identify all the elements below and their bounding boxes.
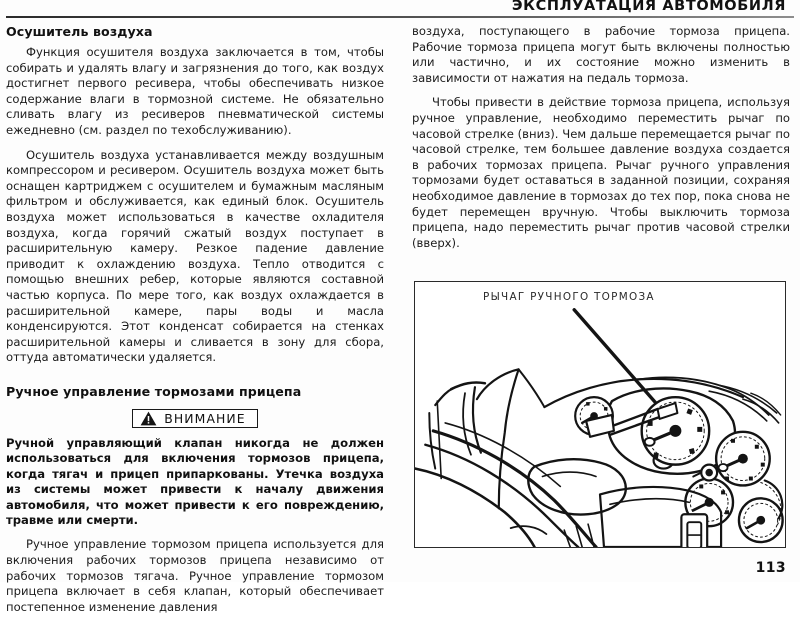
warning-callout [6,409,384,428]
paragraph-air-dryer-function: Функция осушителя воздуха заключается в том, чтобы собирать и удалять влагу и загрязнения до того, как воздух достигнет первого ресивера, чтобы обеспечивать низкое содержание влаги в тормозной системе. Не обязательно сливать влагу из ресиверов пневматической системы ежедневно (см. раздел по техобслуживанию). [6,45,384,137]
warning-box [132,409,257,428]
heading-trailer-brake-hand-control: Ручное управление тормозами прицепа [6,383,302,399]
page-number: 113 [755,560,786,576]
paragraph-trailer-brake-usage: Ручное управление тормозом прицепа используется для включения рабочих тормозов прицепа независимо от рабочих тормозов тягача. Ручное управление тормозом прицепа включает в себя клапан, который обеспечивает постепенное изменение давления [6,537,384,614]
header-divider-rule [6,16,794,18]
paragraph-air-dryer-installation: Осушитель воздуха устанавливается между воздушным компрессором и ресивером. Осушитель воздуха может быть оснащен картриджем с осушителем и бумажным масляным фильтром и обслуживается, как единый блок. Осушитель воздуха может использоваться в качестве охладителя воздуха, когда горячий сжатый воздух поступает в расширительную камеру. Резкое падение давление приводит к охлаждению воздуха. Тепло отводится с помощью внешних ребер, которые являются составной частью корпуса. По мере того, как воздух охлаждается в расширительной камере, пары воды и масла конденсируются. Этот конденсат собирается на стенках расширительной камеры и сливается в зону для сбора, оттуда автоматически удаляется. [6,147,384,365]
heading-air-dryer: Осушитель воздуха [6,24,153,39]
dashboard-line-drawing [415,282,785,547]
warning-body-text: Ручной управляющий клапан никогда не должен использоваться для включения тормозов прицепа, когда тягач и прицеп припаркованы. Утечка воздуха из системы может привести к началу движения автомобиля, что может привести к его повреждению, травме или смерти. [6,435,384,527]
warning-label: ВНИМАНИЕ [164,410,246,426]
right-column [412,24,790,260]
left-column [6,24,384,624]
figure-parking-brake-lever [414,281,786,548]
paragraph-service-brake-air: воздуха, поступающего в рабочие тормоза прицепа. Рабочие тормоза прицепа могут быть включены полностью или частично, и их состояние можно изменить в зависимости от нажатия на педаль тормоза. [412,24,790,85]
running-head-title: ЭКСПЛУАТАЦИЯ АВТОМОБИЛЯ [511,0,786,14]
paragraph-lever-operation: Чтобы привести в действие тормоза прицепа, используя ручное управление, необходимо переместить рычаг по часовой стрелке (вниз). Чем дальше перемещается рычаг по часовой стрелке, тем большее давление воздуха создается в рабочих тормозах прицепа. Рычаг ручного управления тормозами будет оставаться в заданной позиции, сохраняя необходимое давление в тормозах до тех пор, пока снова не будет перемещен вручную. Чтобы выключить тормоза прицепа, надо переместить рычаг против часовой стрелки (вверх). [412,95,790,250]
figure-caption: РЫЧАГ РУЧНОГО ТОРМОЗА [483,291,655,303]
warning-triangle-icon [140,411,157,426]
